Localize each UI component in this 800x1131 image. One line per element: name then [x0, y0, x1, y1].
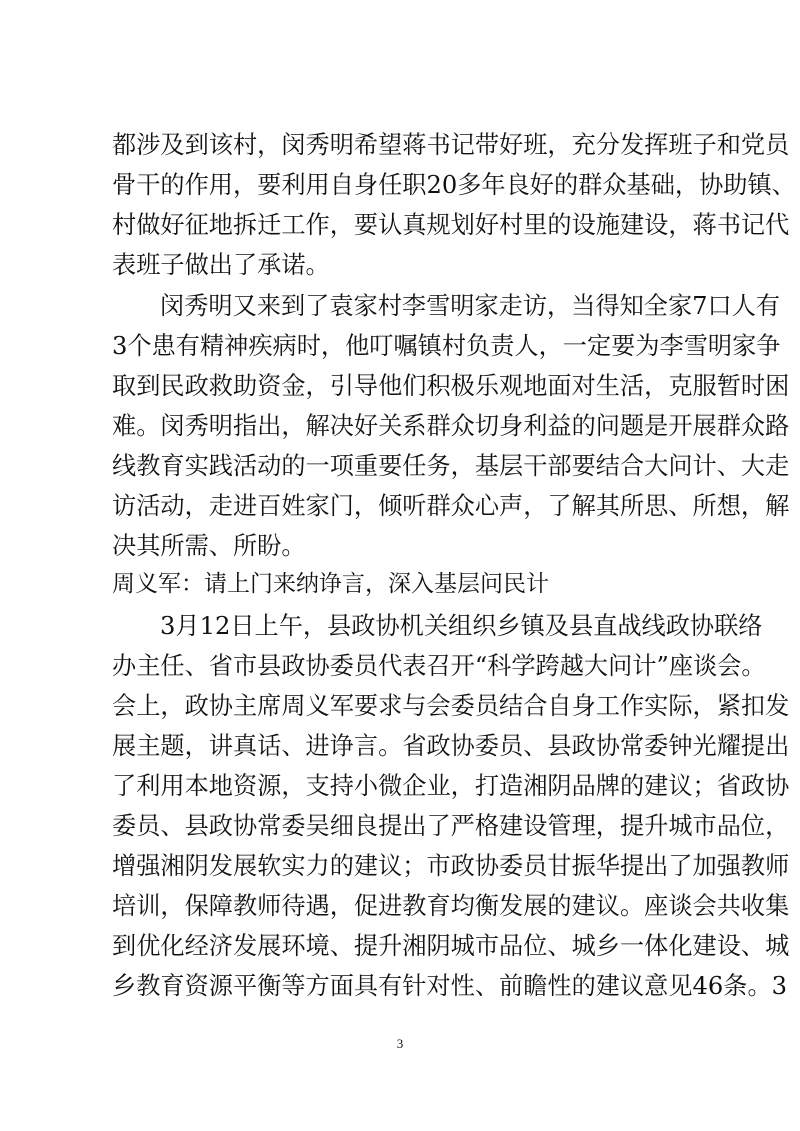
- text-line: 委员、县政协常委吴细良提出了严格建设管理，提升城市品位，: [112, 812, 790, 840]
- text-line: 表班子做出了承诺。: [112, 251, 330, 279]
- text-line: 骨干的作用，要利用自身任职20多年良好的群众基础，协助镇、: [112, 171, 796, 199]
- text-line: 取到民政救助资金，引导他们积极乐观地面对生活，克服暂时困: [112, 372, 790, 400]
- text-line: 会上，政协主席周义军要求与会委员结合自身工作实际，紧扣发: [112, 692, 790, 720]
- text-line: 闵秀明又来到了袁家村李雪明家走访，当得知全家7口人有: [160, 292, 781, 320]
- text-line: 乡教育资源平衡等方面具有针对性、前瞻性的建议意见46条。3: [112, 972, 788, 1000]
- text-line: 展主题，讲真话、进诤言。省政协委员、县政协常委钟光耀提出: [112, 732, 790, 760]
- text-line: 线教育实践活动的一项重要任务，基层干部要结合大问计、大走: [112, 452, 790, 480]
- text-line: 增强湘阴发展软实力的建议；市政协委员甘振华提出了加强教师: [112, 852, 790, 880]
- text-line: 难。闵秀明指出，解决好关系群众切身利益的问题是开展群众路: [112, 412, 790, 440]
- text-line: 3个患有精神疾病时，他叮嘱镇村负责人，一定要为李雪明家争: [112, 332, 781, 360]
- text-line: 村做好征地拆迁工作，要认真规划好村里的设施建设，蒋书记代: [112, 211, 790, 239]
- section-heading: 周义军：请上门来纳诤言，深入基层问民计: [112, 571, 549, 597]
- text-line: 培训，保障教师待遇，促进教育均衡发展的建议。座谈会共收集: [112, 892, 790, 920]
- text-line: 访活动，走进百姓家门，倾听群众心声，了解其所思、所想，解: [112, 492, 790, 520]
- text-line: 了利用本地资源，支持小微企业，打造湘阴品牌的建议；省政协: [112, 772, 790, 800]
- text-line: 3月12日上午，县政协机关组织乡镇及县直战线政协联络: [160, 612, 763, 640]
- text-line: 都涉及到该村，闵秀明希望蒋书记带好班，充分发挥班子和党员: [112, 131, 790, 159]
- text-line: 决其所需、所盼。: [112, 532, 306, 560]
- page-number: 3: [396, 1036, 404, 1051]
- text-line: 办主任、省市县政协委员代表召开“科学跨越大问计”座谈会。: [112, 652, 766, 680]
- text-line: 到优化经济发展环境、提升湘阴城市品位、城乡一体化建设、城: [112, 932, 790, 960]
